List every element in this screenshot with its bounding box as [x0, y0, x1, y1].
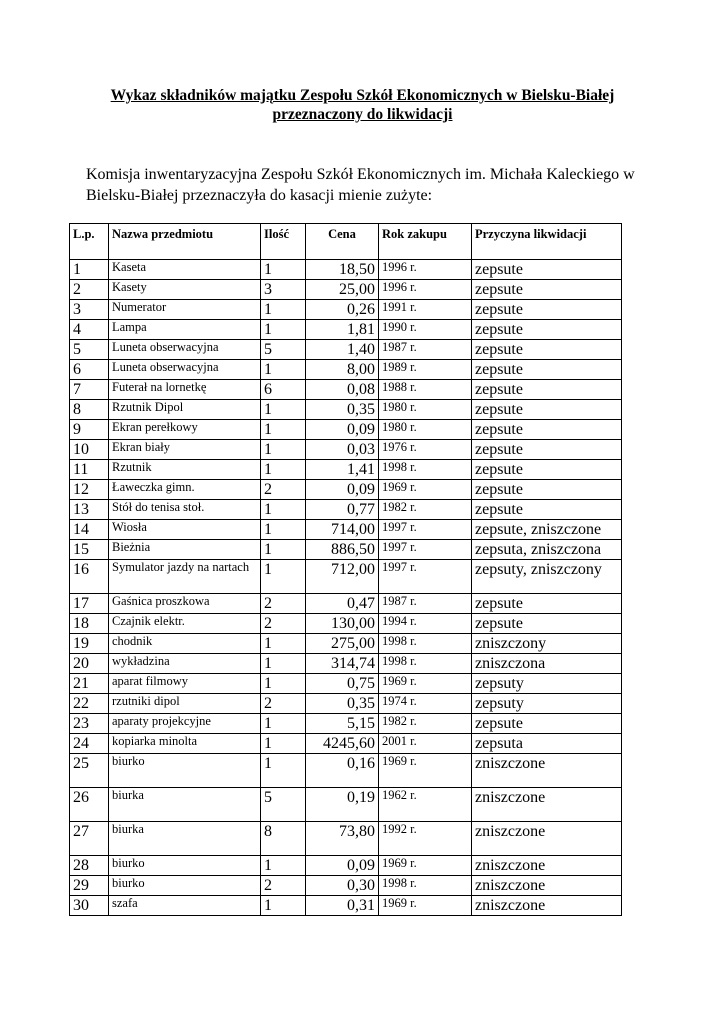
- cell-nazwa: biurko: [109, 754, 261, 788]
- cell-przyczyna: zepsute: [472, 360, 622, 380]
- table-row: [70, 876, 622, 896]
- cell-przyczyna: zepsuta, zniszczona: [472, 540, 622, 560]
- cell-lp: 17: [70, 594, 109, 614]
- cell-ilosc: 1: [261, 540, 306, 560]
- cell-przyczyna: zepsuta: [472, 734, 622, 754]
- cell-nazwa: Luneta obserwacyjna: [109, 340, 261, 360]
- cell-ilosc: 1: [261, 260, 306, 280]
- cell-rok: 1982 r.: [379, 714, 472, 734]
- cell-przyczyna: zepsute: [472, 614, 622, 634]
- cell-ilosc: 1: [261, 714, 306, 734]
- cell-przyczyna: zepsuty, zniszczony: [472, 560, 622, 594]
- cell-nazwa: Wiosła: [109, 520, 261, 540]
- cell-rok: 1988 r.: [379, 380, 472, 400]
- cell-przyczyna: zepsute: [472, 440, 622, 460]
- cell-rok: 1998 r.: [379, 654, 472, 674]
- table-row: [70, 594, 622, 614]
- table-row: [70, 714, 622, 734]
- cell-nazwa: Kasety: [109, 280, 261, 300]
- cell-cena: 0,19: [306, 788, 379, 822]
- cell-przyczyna: zepsute: [472, 460, 622, 480]
- cell-nazwa: szafa: [109, 896, 261, 916]
- cell-przyczyna: zniszczona: [472, 654, 622, 674]
- cell-ilosc: 5: [261, 340, 306, 360]
- cell-ilosc: 1: [261, 734, 306, 754]
- cell-lp: 23: [70, 714, 109, 734]
- cell-cena: 73,80: [306, 822, 379, 856]
- cell-nazwa: Czajnik elektr.: [109, 614, 261, 634]
- header-cena: Cena: [306, 224, 379, 260]
- cell-cena: 0,16: [306, 754, 379, 788]
- cell-lp: 27: [70, 822, 109, 856]
- header-rok: Rok zakupu: [379, 224, 472, 260]
- cell-przyczyna: zepsute: [472, 714, 622, 734]
- cell-cena: 1,81: [306, 320, 379, 340]
- cell-cena: 0,09: [306, 856, 379, 876]
- cell-rok: 1998 r.: [379, 460, 472, 480]
- cell-rok: 1980 r.: [379, 420, 472, 440]
- cell-lp: 1: [70, 260, 109, 280]
- cell-nazwa: biurko: [109, 876, 261, 896]
- cell-cena: 0,26: [306, 300, 379, 320]
- cell-lp: 25: [70, 754, 109, 788]
- document-title: Wykaz składników majątku Zespołu Szkół Ekonomicznych w Bielsku-Białej przeznaczony do likwidacji: [110, 87, 615, 123]
- cell-nazwa: chodnik: [109, 634, 261, 654]
- table-row: [70, 754, 622, 788]
- cell-przyczyna: zniszczone: [472, 896, 622, 916]
- cell-rok: 1982 r.: [379, 500, 472, 520]
- cell-cena: 886,50: [306, 540, 379, 560]
- cell-nazwa: Kaseta: [109, 260, 261, 280]
- cell-przyczyna: zepsute: [472, 380, 622, 400]
- cell-lp: 6: [70, 360, 109, 380]
- cell-ilosc: 1: [261, 634, 306, 654]
- cell-lp: 4: [70, 320, 109, 340]
- cell-nazwa: Rzutnik Dipol: [109, 400, 261, 420]
- cell-rok: 1962 r.: [379, 788, 472, 822]
- cell-ilosc: 1: [261, 400, 306, 420]
- cell-ilosc: 2: [261, 480, 306, 500]
- header-lp: L.p.: [70, 224, 109, 260]
- cell-nazwa: Ekran perełkowy: [109, 420, 261, 440]
- table-row: [70, 260, 622, 280]
- cell-lp: 2: [70, 280, 109, 300]
- cell-lp: 22: [70, 694, 109, 714]
- table-row: [70, 674, 622, 694]
- cell-nazwa: Lampa: [109, 320, 261, 340]
- cell-przyczyna: zepsute: [472, 280, 622, 300]
- cell-lp: 15: [70, 540, 109, 560]
- cell-rok: 1998 r.: [379, 876, 472, 896]
- cell-cena: 18,50: [306, 260, 379, 280]
- cell-cena: 0,03: [306, 440, 379, 460]
- cell-ilosc: 1: [261, 440, 306, 460]
- cell-rok: 1987 r.: [379, 340, 472, 360]
- cell-rok: 1997 r.: [379, 560, 472, 594]
- cell-przyczyna: zepsute: [472, 594, 622, 614]
- cell-lp: 12: [70, 480, 109, 500]
- cell-nazwa: Symulator jazdy na nartach: [109, 560, 261, 594]
- header-przyczyna: Przyczyna likwidacji: [472, 224, 622, 260]
- cell-cena: 0,35: [306, 400, 379, 420]
- cell-nazwa: Ekran biały: [109, 440, 261, 460]
- cell-nazwa: Rzutnik: [109, 460, 261, 480]
- cell-rok: 1976 r.: [379, 440, 472, 460]
- cell-nazwa: rzutniki dipol: [109, 694, 261, 714]
- cell-przyczyna: zepsuty: [472, 674, 622, 694]
- cell-ilosc: 1: [261, 500, 306, 520]
- cell-nazwa: biurka: [109, 788, 261, 822]
- table-row: [70, 614, 622, 634]
- cell-lp: 26: [70, 788, 109, 822]
- cell-ilosc: 1: [261, 856, 306, 876]
- cell-rok: 1997 r.: [379, 520, 472, 540]
- cell-ilosc: 2: [261, 614, 306, 634]
- cell-cena: 314,74: [306, 654, 379, 674]
- cell-ilosc: 2: [261, 876, 306, 896]
- table-row: [70, 856, 622, 876]
- cell-lp: 3: [70, 300, 109, 320]
- cell-cena: 25,00: [306, 280, 379, 300]
- cell-nazwa: Futerał na lornetkę: [109, 380, 261, 400]
- cell-nazwa: kopiarka minolta: [109, 734, 261, 754]
- cell-cena: 4245,60: [306, 734, 379, 754]
- cell-rok: 1974 r.: [379, 694, 472, 714]
- table-row: [70, 400, 622, 420]
- cell-cena: 0,08: [306, 380, 379, 400]
- cell-lp: 21: [70, 674, 109, 694]
- cell-rok: 1969 r.: [379, 856, 472, 876]
- cell-cena: 0,31: [306, 896, 379, 916]
- cell-ilosc: 6: [261, 380, 306, 400]
- cell-przyczyna: zepsute: [472, 340, 622, 360]
- cell-ilosc: 3: [261, 280, 306, 300]
- cell-przyczyna: zniszczone: [472, 754, 622, 788]
- cell-ilosc: 1: [261, 360, 306, 380]
- cell-lp: 10: [70, 440, 109, 460]
- cell-lp: 8: [70, 400, 109, 420]
- table-row: [70, 280, 622, 300]
- cell-cena: 712,00: [306, 560, 379, 594]
- cell-rok: 1987 r.: [379, 594, 472, 614]
- table-row: [70, 822, 622, 856]
- cell-ilosc: 5: [261, 788, 306, 822]
- cell-rok: 1969 r.: [379, 480, 472, 500]
- table-row: [70, 360, 622, 380]
- cell-rok: 1990 r.: [379, 320, 472, 340]
- cell-nazwa: Luneta obserwacyjna: [109, 360, 261, 380]
- cell-przyczyna: zniszczone: [472, 788, 622, 822]
- table-row: [70, 734, 622, 754]
- cell-przyczyna: zepsute: [472, 500, 622, 520]
- table-row: [70, 480, 622, 500]
- cell-rok: 1969 r.: [379, 754, 472, 788]
- cell-cena: 5,15: [306, 714, 379, 734]
- cell-cena: 130,00: [306, 614, 379, 634]
- cell-nazwa: wykładzina: [109, 654, 261, 674]
- cell-przyczyna: zepsute: [472, 300, 622, 320]
- cell-cena: 8,00: [306, 360, 379, 380]
- cell-przyczyna: zniszczone: [472, 876, 622, 896]
- cell-przyczyna: zepsute: [472, 420, 622, 440]
- cell-rok: 1989 r.: [379, 360, 472, 380]
- cell-rok: 1969 r.: [379, 896, 472, 916]
- header-ilosc: Ilość: [261, 224, 306, 260]
- cell-cena: 0,30: [306, 876, 379, 896]
- cell-cena: 275,00: [306, 634, 379, 654]
- table-row: [70, 320, 622, 340]
- cell-lp: 13: [70, 500, 109, 520]
- cell-lp: 11: [70, 460, 109, 480]
- cell-lp: 9: [70, 420, 109, 440]
- table-row: [70, 540, 622, 560]
- cell-ilosc: 1: [261, 320, 306, 340]
- table-row: [70, 380, 622, 400]
- cell-przyczyna: zepsute: [472, 400, 622, 420]
- cell-ilosc: 1: [261, 300, 306, 320]
- cell-rok: 1996 r.: [379, 260, 472, 280]
- cell-rok: 1997 r.: [379, 540, 472, 560]
- table-row: [70, 460, 622, 480]
- cell-rok: 1998 r.: [379, 634, 472, 654]
- table-header-row: [70, 224, 622, 260]
- cell-nazwa: Gaśnica proszkowa: [109, 594, 261, 614]
- cell-ilosc: 8: [261, 822, 306, 856]
- cell-lp: 30: [70, 896, 109, 916]
- cell-lp: 24: [70, 734, 109, 754]
- cell-lp: 5: [70, 340, 109, 360]
- cell-lp: 7: [70, 380, 109, 400]
- cell-ilosc: 1: [261, 654, 306, 674]
- table-row: [70, 340, 622, 360]
- cell-nazwa: Numerator: [109, 300, 261, 320]
- cell-ilosc: 1: [261, 674, 306, 694]
- cell-nazwa: aparaty projekcyjne: [109, 714, 261, 734]
- cell-rok: 1996 r.: [379, 280, 472, 300]
- cell-ilosc: 1: [261, 560, 306, 594]
- cell-ilosc: 1: [261, 460, 306, 480]
- cell-ilosc: 2: [261, 594, 306, 614]
- cell-cena: 714,00: [306, 520, 379, 540]
- cell-przyczyna: zepsute: [472, 320, 622, 340]
- cell-przyczyna: zepsuty: [472, 694, 622, 714]
- cell-rok: 1994 r.: [379, 614, 472, 634]
- cell-lp: 29: [70, 876, 109, 896]
- cell-lp: 19: [70, 634, 109, 654]
- cell-przyczyna: zepsute, zniszczone: [472, 520, 622, 540]
- cell-przyczyna: zepsute: [472, 260, 622, 280]
- table-row: [70, 560, 622, 594]
- table-row: [70, 694, 622, 714]
- table-row: [70, 440, 622, 460]
- cell-rok: 1980 r.: [379, 400, 472, 420]
- cell-rok: 2001 r.: [379, 734, 472, 754]
- cell-lp: 28: [70, 856, 109, 876]
- table-row: [70, 520, 622, 540]
- cell-ilosc: 1: [261, 896, 306, 916]
- cell-rok: 1969 r.: [379, 674, 472, 694]
- cell-rok: 1992 r.: [379, 822, 472, 856]
- cell-nazwa: Bieżnia: [109, 540, 261, 560]
- table-row: [70, 300, 622, 320]
- cell-przyczyna: zniszczone: [472, 856, 622, 876]
- table-row: [70, 788, 622, 822]
- table-row: [70, 654, 622, 674]
- cell-rok: 1991 r.: [379, 300, 472, 320]
- cell-cena: 0,09: [306, 480, 379, 500]
- cell-ilosc: 1: [261, 520, 306, 540]
- cell-cena: 0,77: [306, 500, 379, 520]
- cell-cena: 0,47: [306, 594, 379, 614]
- cell-przyczyna: zepsute: [472, 480, 622, 500]
- cell-lp: 18: [70, 614, 109, 634]
- table-row: [70, 634, 622, 654]
- cell-nazwa: Ławeczka gimn.: [109, 480, 261, 500]
- cell-nazwa: aparat filmowy: [109, 674, 261, 694]
- cell-lp: 20: [70, 654, 109, 674]
- cell-cena: 0,09: [306, 420, 379, 440]
- cell-przyczyna: zniszczony: [472, 634, 622, 654]
- table-row: [70, 500, 622, 520]
- cell-cena: 1,40: [306, 340, 379, 360]
- cell-nazwa: biurka: [109, 822, 261, 856]
- cell-nazwa: Stół do tenisa stoł.: [109, 500, 261, 520]
- cell-ilosc: 1: [261, 754, 306, 788]
- cell-lp: 14: [70, 520, 109, 540]
- table-row: [70, 896, 622, 916]
- inventory-table: [69, 223, 622, 916]
- cell-nazwa: biurko: [109, 856, 261, 876]
- cell-lp: 16: [70, 560, 109, 594]
- intro-paragraph: Komisja inwentaryzacyjna Zespołu Szkół Ekonomicznych im. Michała Kaleckiego w Bielsku-Białej przeznaczyła do kasacji mienie zużyte:: [86, 166, 635, 204]
- cell-cena: 1,41: [306, 460, 379, 480]
- cell-ilosc: 1: [261, 420, 306, 440]
- cell-ilosc: 2: [261, 694, 306, 714]
- table-row: [70, 420, 622, 440]
- table-body: [70, 260, 622, 916]
- cell-cena: 0,75: [306, 674, 379, 694]
- header-nazwa: Nazwa przedmiotu: [109, 224, 261, 260]
- cell-cena: 0,35: [306, 694, 379, 714]
- cell-przyczyna: zniszczone: [472, 822, 622, 856]
